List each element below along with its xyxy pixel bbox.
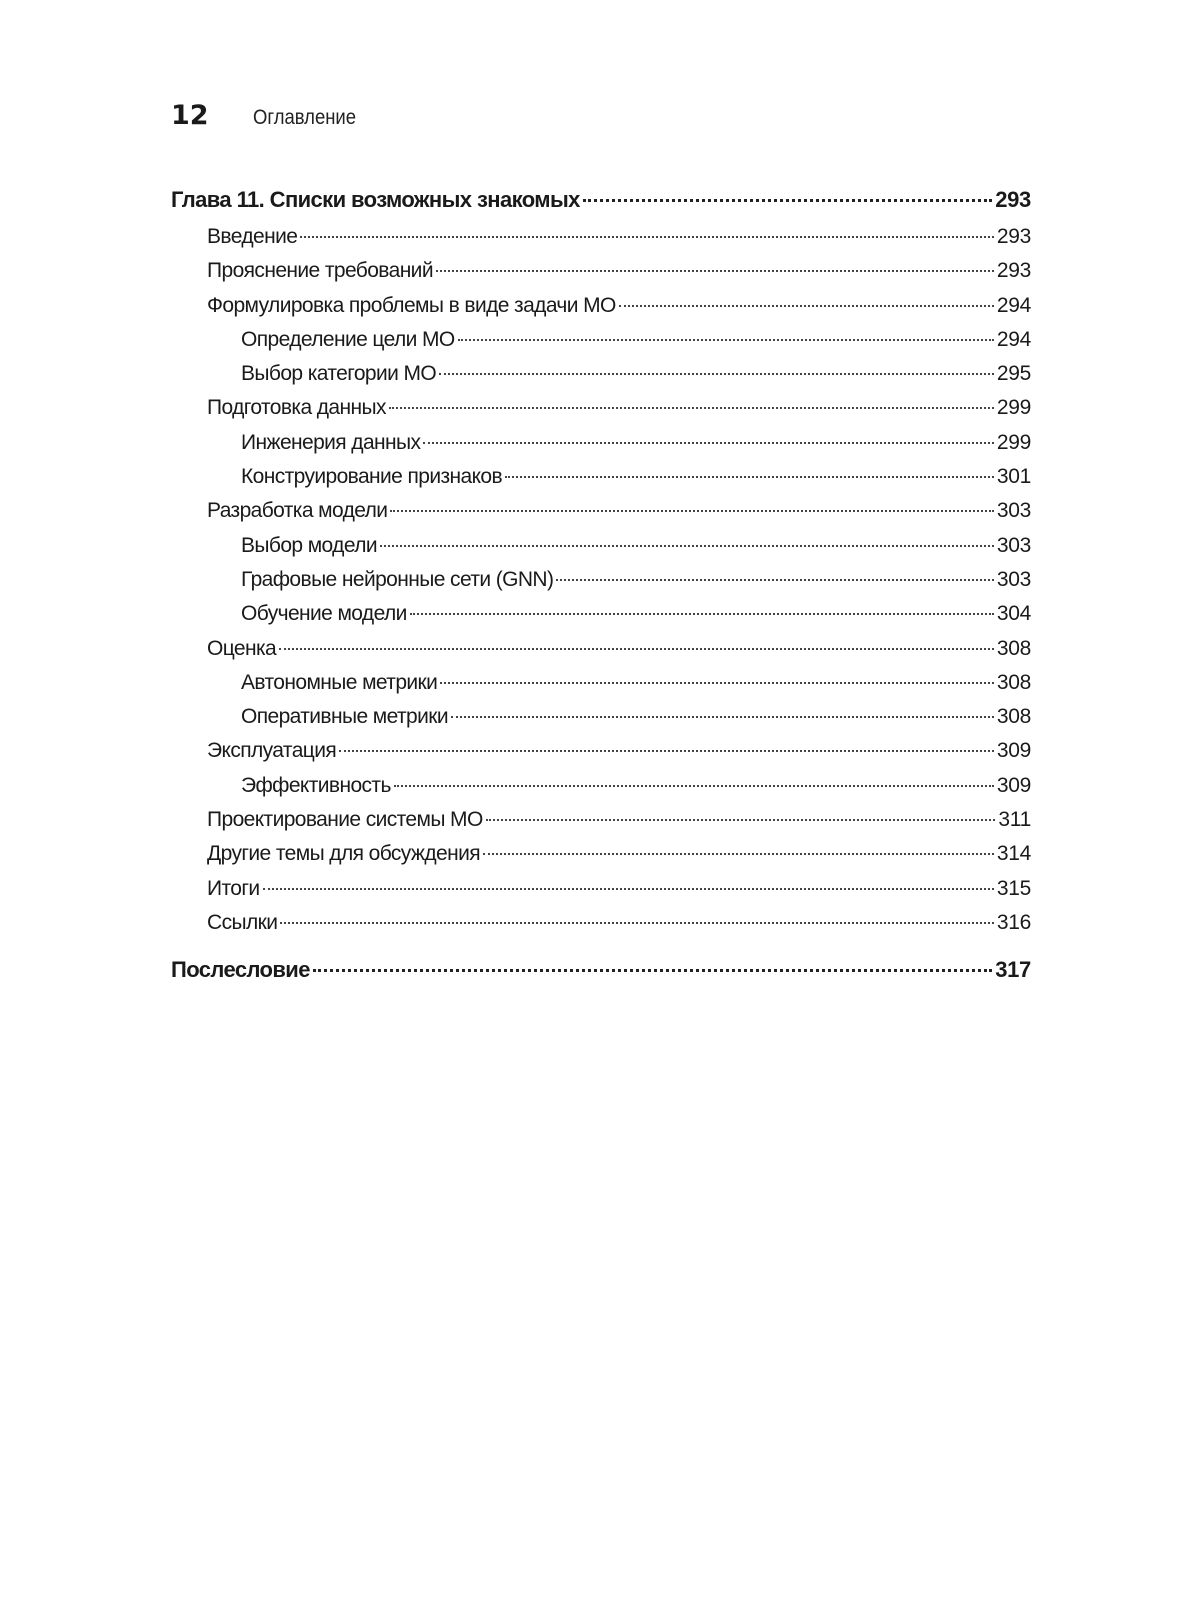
toc-entry-page: 304 xyxy=(994,602,1031,626)
toc-entry-label: Проектирование системы МО xyxy=(207,808,486,832)
dot-leader xyxy=(505,476,994,478)
toc-entry-page: 308 xyxy=(994,705,1031,729)
toc-entry-label: Конструирование признаков xyxy=(241,465,505,489)
dot-leader xyxy=(458,339,994,341)
dot-leader xyxy=(313,969,992,972)
toc-entry-page: 308 xyxy=(994,637,1031,661)
dot-leader xyxy=(451,716,994,718)
dot-leader xyxy=(423,442,993,444)
toc-chapter-entry[interactable] xyxy=(171,187,1031,225)
dot-leader xyxy=(556,579,994,581)
dot-leader xyxy=(263,888,994,890)
toc-entry-page: 311 xyxy=(995,808,1031,832)
toc-entry[interactable] xyxy=(171,842,1031,876)
toc-entry[interactable] xyxy=(171,568,1031,602)
toc-entry-page: 303 xyxy=(994,568,1031,592)
toc-entry[interactable] xyxy=(171,602,1031,636)
toc-entry[interactable] xyxy=(171,259,1031,293)
toc-entry-label: Ссылки xyxy=(207,911,280,935)
toc-entry[interactable] xyxy=(171,294,1031,328)
dot-leader xyxy=(380,545,994,547)
toc-entry-label: Разработка модели xyxy=(207,499,390,523)
dot-leader xyxy=(486,819,996,821)
toc-entry-label: Оценка xyxy=(207,637,279,661)
toc-entry-page: 303 xyxy=(994,534,1031,558)
toc-entry-page: 316 xyxy=(994,911,1031,935)
dot-leader xyxy=(339,750,994,752)
dot-leader xyxy=(300,236,994,238)
toc-entry[interactable] xyxy=(171,465,1031,499)
toc-entry[interactable] xyxy=(171,877,1031,911)
toc-entry-label: Подготовка данных xyxy=(207,396,389,420)
dot-leader xyxy=(439,373,994,375)
toc-entry-label: Обучение модели xyxy=(241,602,410,626)
toc-entry-page: 299 xyxy=(994,431,1031,455)
page-header xyxy=(171,100,370,131)
toc-entry-label: Автономные метрики xyxy=(241,671,440,695)
toc-entry-page: 303 xyxy=(994,499,1031,523)
dot-leader xyxy=(410,613,994,615)
toc-entry[interactable] xyxy=(171,671,1031,705)
toc-entry-label: Выбор категории МО xyxy=(241,362,439,386)
toc-entry[interactable] xyxy=(171,739,1031,773)
toc-entry-page: 293 xyxy=(994,225,1031,249)
dot-leader xyxy=(390,510,993,512)
toc-entry-label: Введение xyxy=(207,225,300,249)
toc-entry-page: 293 xyxy=(992,187,1031,213)
toc-entry-page: 294 xyxy=(994,294,1031,318)
toc-entry[interactable] xyxy=(171,705,1031,739)
toc-entry-page: 309 xyxy=(994,774,1031,798)
toc-items xyxy=(171,225,1031,945)
toc-entry-label: Эксплуатация xyxy=(207,739,339,763)
dot-leader xyxy=(619,305,994,307)
toc-entry[interactable] xyxy=(171,396,1031,430)
dot-leader xyxy=(483,853,994,855)
dot-leader xyxy=(279,648,994,650)
toc-entry-label: Другие темы для обсуждения xyxy=(207,842,483,866)
dot-leader xyxy=(440,682,994,684)
dot-leader xyxy=(394,785,994,787)
dot-leader xyxy=(280,922,994,924)
toc-entry-label: Прояснение требований xyxy=(207,259,436,283)
toc-entry-page: 294 xyxy=(994,328,1031,352)
toc-entry-label: Графовые нейронные сети (GNN) xyxy=(241,568,556,592)
toc-entry[interactable] xyxy=(171,774,1031,808)
toc-entry[interactable] xyxy=(171,808,1031,842)
toc-entry-label: Инженерия данных xyxy=(241,431,423,455)
toc-entry[interactable] xyxy=(171,499,1031,533)
toc-entry-label: Оперативные метрики xyxy=(241,705,451,729)
toc-entry-label: Эффективность xyxy=(241,774,394,798)
toc-entry[interactable] xyxy=(171,431,1031,465)
toc-entry-label: Послесловие xyxy=(171,957,313,983)
page-number: 12 xyxy=(171,100,209,131)
running-title: Оглавление xyxy=(253,106,357,129)
dot-leader xyxy=(583,199,992,202)
toc-entry[interactable] xyxy=(171,328,1031,362)
toc-entry-page: 315 xyxy=(994,877,1031,901)
toc-entry[interactable] xyxy=(171,911,1031,945)
toc-entry-label: Определение цели МО xyxy=(241,328,458,352)
dot-leader xyxy=(436,270,994,272)
toc-entry-page: 299 xyxy=(994,396,1031,420)
toc-entry[interactable] xyxy=(171,637,1031,671)
dot-leader xyxy=(389,407,994,409)
toc-entry-label: Формулировка проблемы в виде задачи МО xyxy=(207,294,619,318)
toc-entry-page: 314 xyxy=(994,842,1031,866)
toc-entry-page: 293 xyxy=(994,259,1031,283)
toc-entry-page: 309 xyxy=(994,739,1031,763)
toc-entry-label: Выбор модели xyxy=(241,534,380,558)
table-of-contents xyxy=(171,187,1031,995)
toc-entry[interactable] xyxy=(171,362,1031,396)
toc-entry-page: 317 xyxy=(992,957,1031,983)
toc-entry[interactable] xyxy=(171,534,1031,568)
toc-entry-page: 301 xyxy=(994,465,1031,489)
toc-entry-page: 308 xyxy=(994,671,1031,695)
toc-entry-label: Итоги xyxy=(207,877,263,901)
toc-entry[interactable] xyxy=(171,225,1031,259)
toc-entry-label: Глава 11. Списки возможных знакомых xyxy=(171,187,583,213)
toc-entry-page: 295 xyxy=(994,362,1031,386)
toc-afterword-entry[interactable] xyxy=(171,957,1031,995)
